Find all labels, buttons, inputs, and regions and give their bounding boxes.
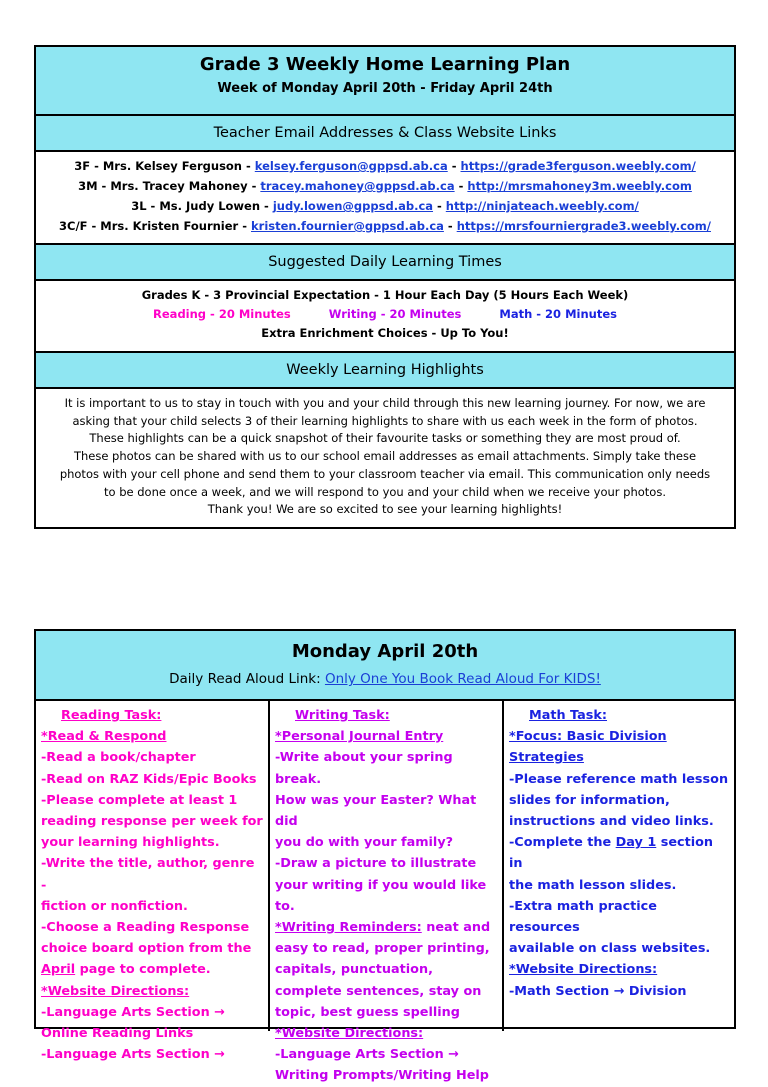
provincial-expectation: Grades K - 3 Provincial Expectation - 1 Hour Each Day (5 Hours Each Week) bbox=[141, 288, 629, 302]
writing-focus: *Personal Journal Entry bbox=[275, 729, 444, 745]
monday-plan-box bbox=[34, 629, 736, 1084]
teacher-row bbox=[36, 216, 734, 236]
extra-enrichment: Extra Enrichment Choices - Up To You! bbox=[261, 326, 509, 340]
writing-line: -Write about your spring break. bbox=[275, 750, 453, 787]
writing-line: your writing if you would like to. bbox=[275, 877, 487, 914]
writing-line: complete sentences, stay on bbox=[275, 983, 482, 999]
writing-web-line: Writing Prompts/Writing Help bbox=[275, 1068, 489, 1084]
separator: - bbox=[447, 159, 461, 173]
april-page-link[interactable]: April bbox=[41, 962, 76, 978]
teacher-email-link[interactable]: kelsey.ferguson@gppsd.ab.ca bbox=[254, 159, 448, 173]
read-aloud-row bbox=[36, 663, 734, 689]
teacher-email-link[interactable]: judy.lowen@gppsd.ab.ca bbox=[272, 199, 434, 213]
teacher-name: 3F - Mrs. Kelsey Ferguson - bbox=[74, 159, 255, 173]
math-line: slides for information, bbox=[509, 792, 670, 808]
teacher-email-link[interactable]: tracey.mahoney@gppsd.ab.ca bbox=[260, 179, 455, 193]
reading-line: -Read a book/chapter bbox=[41, 750, 196, 766]
day-title: Monday April 20th bbox=[291, 641, 479, 662]
math-line: instructions and video links. bbox=[509, 814, 714, 830]
writing-task-column bbox=[270, 701, 504, 1084]
teacher-website-link[interactable]: https://grade3ferguson.weebly.com/ bbox=[460, 159, 696, 173]
teacher-name: 3C/F - Mrs. Kristen Fournier - bbox=[59, 219, 251, 233]
read-aloud-link[interactable]: Only One You Book Read Aloud For KIDS! bbox=[324, 671, 601, 687]
reading-line: -Read on RAZ Kids/Epic Books bbox=[41, 771, 257, 787]
reading-task-column bbox=[36, 701, 270, 1063]
writing-reminders-label: *Writing Reminders: bbox=[275, 920, 422, 936]
math-line: -Complete the bbox=[509, 835, 616, 851]
writing-line: easy to read, proper printing, bbox=[275, 941, 490, 957]
times-heading: Suggested Daily Learning Times bbox=[36, 245, 734, 281]
reading-time: Reading - 20 Minutes bbox=[153, 307, 291, 321]
reading-web-line: -Language Arts Section → bbox=[41, 1047, 225, 1063]
reading-line: page to complete. bbox=[75, 962, 211, 978]
reading-line: choice board option from the bbox=[41, 941, 252, 957]
highlights-line: Thank you! We are so excited to see your learning highlights! bbox=[207, 502, 563, 517]
math-line: available on class websites. bbox=[509, 941, 711, 957]
teachers-heading: Teacher Email Addresses & Class Website Links bbox=[36, 116, 734, 152]
teacher-row bbox=[36, 176, 734, 196]
highlights-line: It is important to us to stay in touch with you and your child through this new learning journey. For now, we are bbox=[64, 396, 706, 410]
writing-website-heading: *Website Directions: bbox=[275, 1026, 424, 1042]
math-time: Math - 20 Minutes bbox=[499, 307, 617, 321]
teacher-row bbox=[36, 156, 734, 176]
read-aloud-label: Daily Read Aloud Link: bbox=[169, 671, 325, 687]
math-web-line: -Math Section → Division bbox=[509, 983, 687, 999]
math-task-column bbox=[504, 701, 734, 1031]
reading-line: your learning highlights. bbox=[41, 835, 220, 851]
reading-april-row bbox=[41, 959, 263, 980]
teacher-website-link[interactable]: https://mrsfourniergrade3.weebly.com/ bbox=[456, 219, 711, 233]
teachers-list bbox=[36, 152, 734, 245]
math-line: the math lesson slides. bbox=[509, 877, 677, 893]
plan-header bbox=[36, 47, 734, 116]
weekly-plan-box bbox=[34, 45, 736, 529]
highlights-line: to be done once a week, and we will respond to you and your child when we receive your photos. bbox=[104, 484, 666, 499]
math-website-heading: *Website Directions: bbox=[509, 962, 658, 978]
highlights-line: These highlights can be a quick snapshot of their favourite tasks or something they are most proud of. bbox=[89, 431, 681, 446]
writing-task-heading: Writing Task: bbox=[295, 708, 390, 723]
reading-task-heading: Reading Task: bbox=[61, 708, 162, 723]
math-line: -Extra math practice resources bbox=[509, 898, 657, 936]
reading-focus: *Read & Respond bbox=[41, 729, 167, 745]
writing-time: Writing - 20 Minutes bbox=[328, 307, 462, 321]
plan-title: Grade 3 Weekly Home Learning Plan bbox=[199, 54, 571, 75]
highlights-line: photos with your cell phone and send them to your classroom teacher via email. This communication only needs bbox=[59, 466, 711, 481]
highlights-text bbox=[36, 389, 734, 527]
highlights-line: These photos can be shared with us to our school email addresses as email attachments. Simply take these bbox=[73, 449, 697, 464]
reading-line: -Choose a Reading Response bbox=[41, 920, 250, 936]
teacher-name: 3M - Mrs. Tracey Mahoney - bbox=[78, 179, 261, 193]
teacher-website-link[interactable]: http://mrsmahoney3m.weebly.com bbox=[467, 179, 692, 193]
separator: - bbox=[454, 179, 468, 193]
teacher-row bbox=[36, 196, 734, 216]
writing-line: -Draw a picture to illustrate bbox=[275, 856, 477, 872]
reading-line: fiction or nonfiction. bbox=[41, 898, 188, 914]
reading-line: -Please complete at least 1 bbox=[41, 792, 238, 808]
reading-web-line: Online Reading Links bbox=[41, 1026, 194, 1042]
math-task-heading: Math Task: bbox=[529, 708, 608, 723]
writing-line: topic, best guess spelling bbox=[275, 1004, 460, 1020]
teacher-website-link[interactable]: http://ninjateach.weebly.com/ bbox=[445, 199, 639, 213]
reading-line: -Write the title, author, genre - bbox=[41, 856, 255, 893]
highlights-heading: Weekly Learning Highlights bbox=[36, 353, 734, 389]
math-focus: *Focus: Basic Division Strategies bbox=[509, 729, 667, 766]
writing-web-line: -Language Arts Section → bbox=[275, 1047, 459, 1063]
plan-week: Week of Monday April 20th - Friday April 24th bbox=[217, 81, 553, 96]
day-1-link[interactable]: Day 1 bbox=[615, 835, 657, 851]
math-complete-row bbox=[509, 832, 729, 874]
separator: - bbox=[443, 219, 457, 233]
teacher-name: 3L - Ms. Judy Lowen - bbox=[131, 199, 273, 213]
reading-web-line: -Language Arts Section → bbox=[41, 1004, 225, 1020]
highlights-line: asking that your child selects 3 of their learning highlights to share with us each week in the form of photos. bbox=[72, 413, 698, 428]
day-header bbox=[36, 631, 734, 701]
math-line: section in bbox=[509, 835, 713, 872]
reading-line: reading response per week for bbox=[41, 814, 263, 830]
times-content bbox=[36, 281, 734, 353]
writing-line: capitals, punctuation, bbox=[275, 962, 433, 978]
math-line: -Please reference math lesson bbox=[509, 771, 729, 787]
task-columns bbox=[36, 701, 734, 1084]
writing-reminders-row bbox=[275, 917, 497, 938]
reading-website-heading: *Website Directions: bbox=[41, 983, 190, 999]
teacher-email-link[interactable]: kristen.fournier@gppsd.ab.ca bbox=[251, 219, 444, 233]
separator: - bbox=[433, 199, 446, 213]
subject-times bbox=[36, 305, 734, 324]
writing-line: you do with your family? bbox=[275, 835, 454, 851]
writing-line: neat and bbox=[421, 920, 491, 936]
writing-line: How was your Easter? What did bbox=[275, 792, 477, 830]
